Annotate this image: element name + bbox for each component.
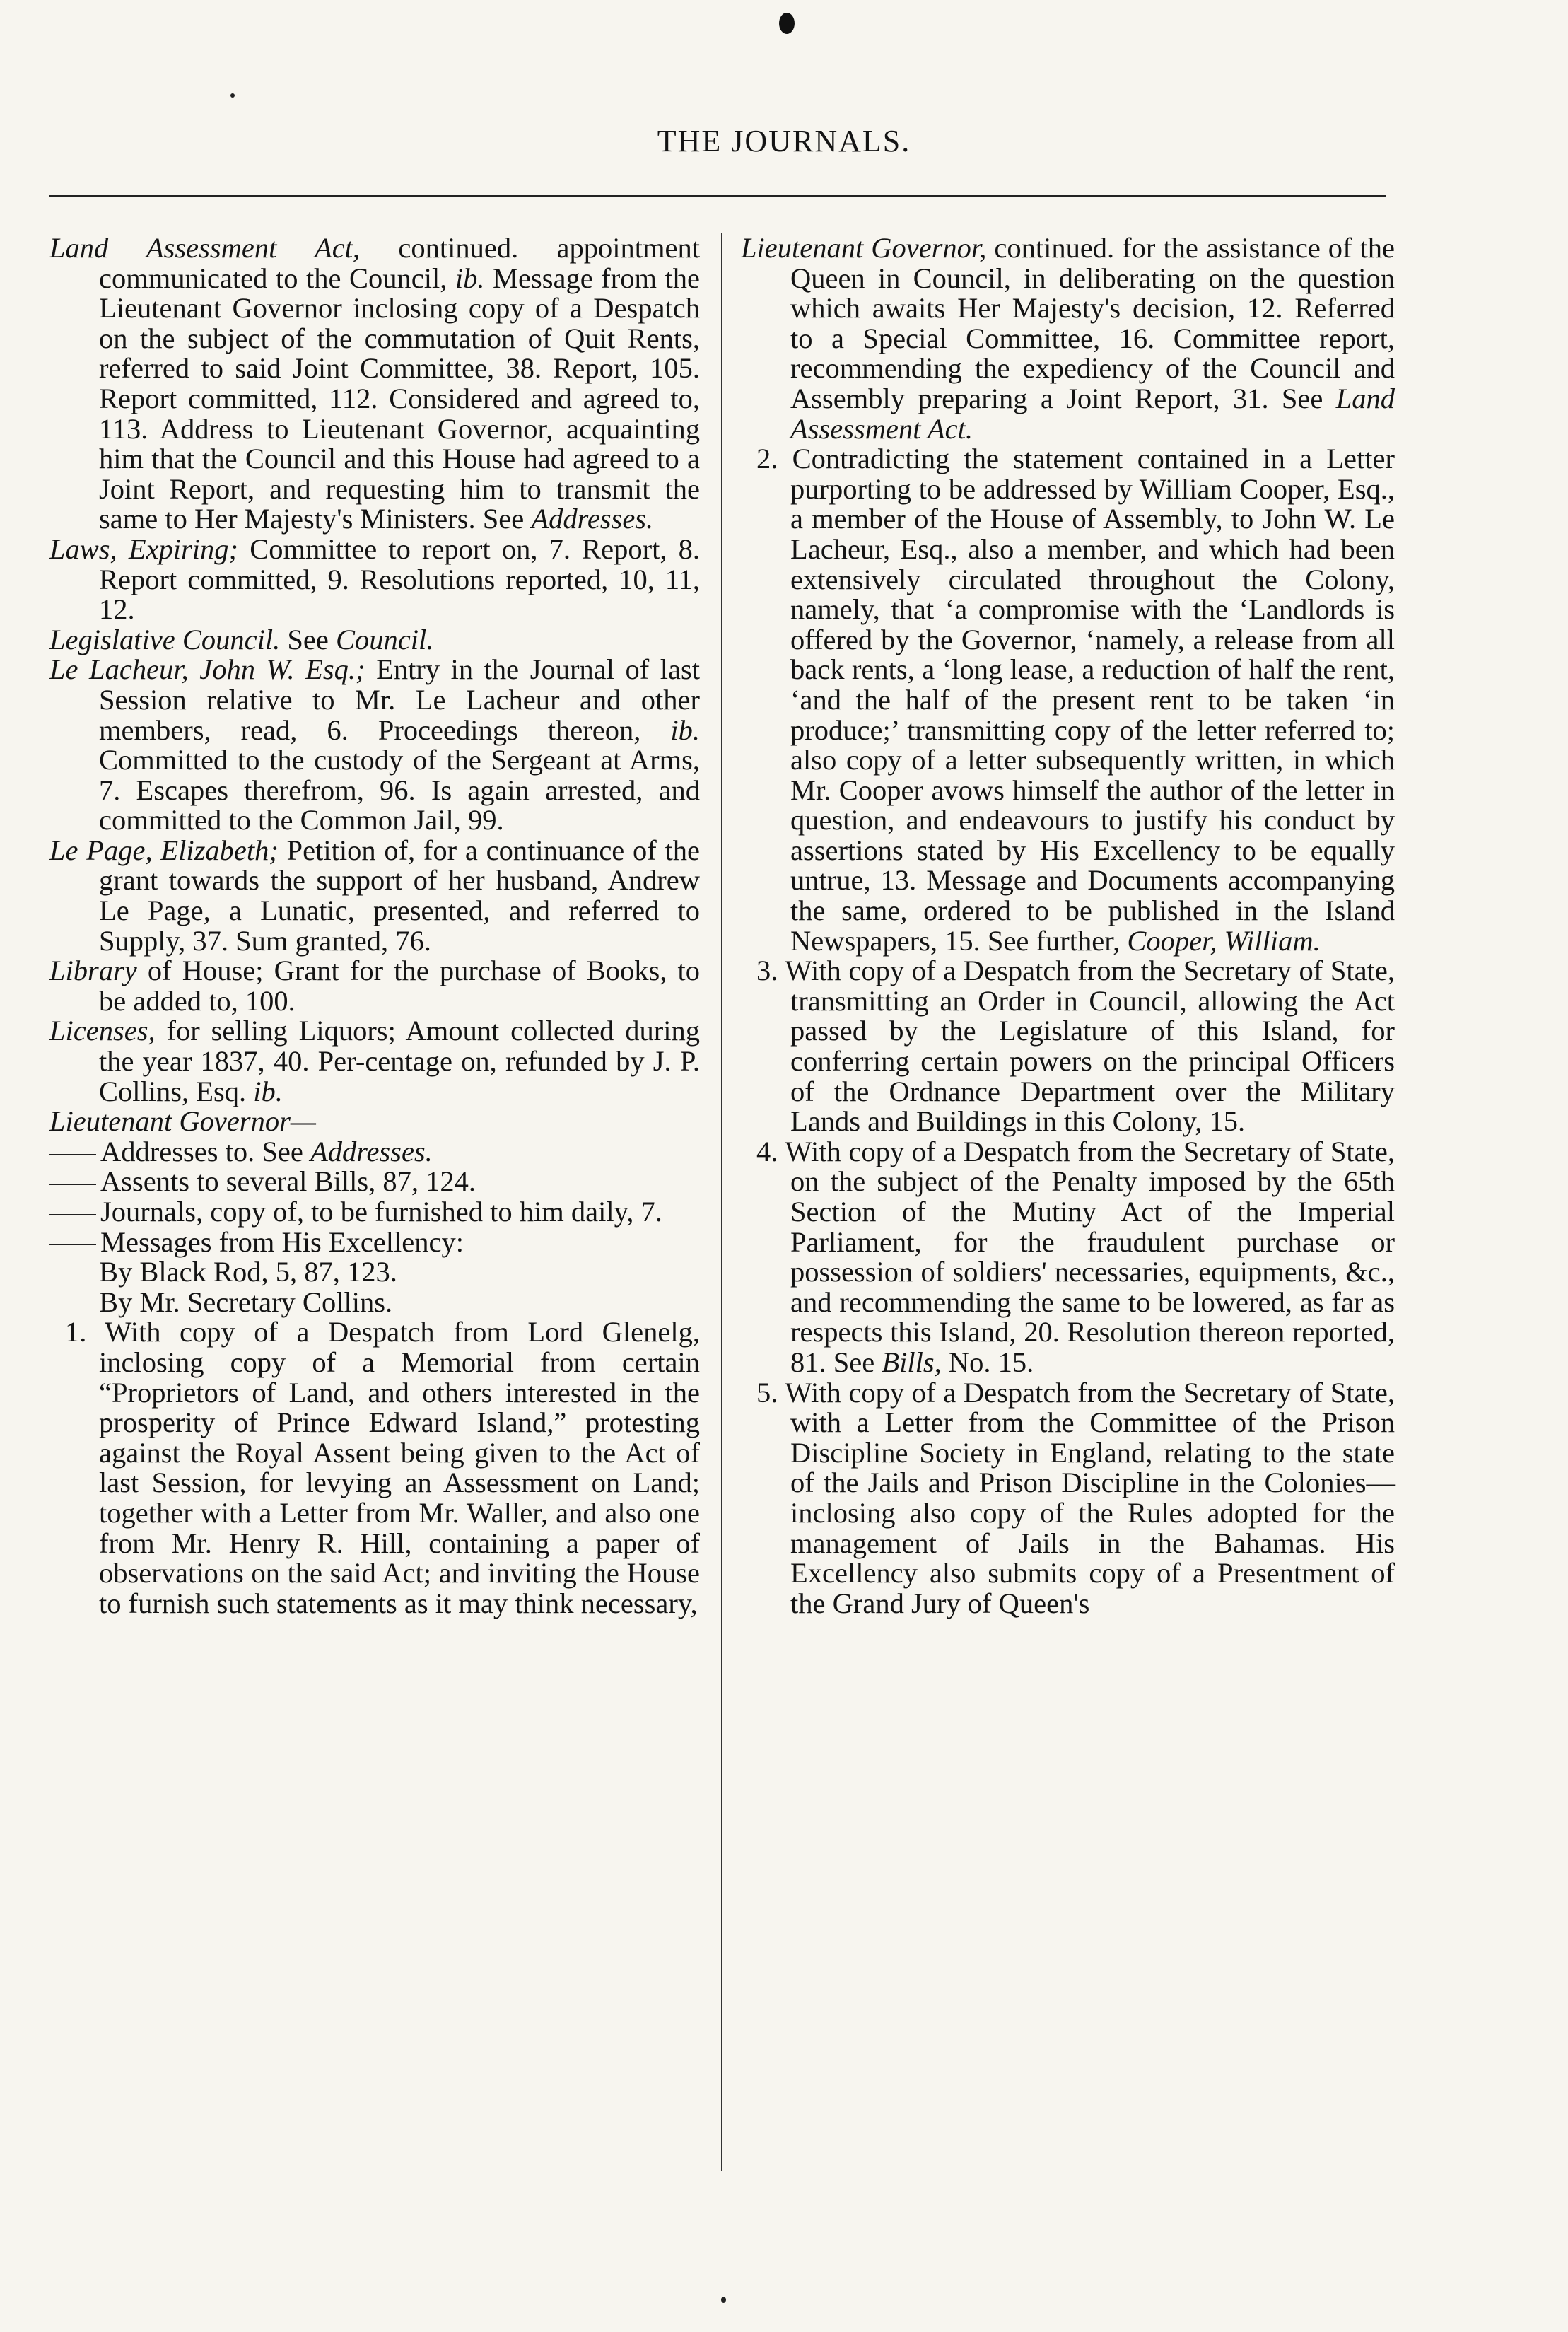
entry-heading: Legislative Council. xyxy=(49,623,281,655)
entry-text: continued. appointment communicated to the Council, xyxy=(99,232,700,294)
entry-text: Petition of, for a continuance of the grant towards the support of her husband, Andrew Le Page, a Lunatic, presented, and referred to Supply, 37. Sum granted, 76. xyxy=(99,834,700,957)
sub-entry-assents xyxy=(49,1167,700,1197)
entry-heading: Laws, Expiring; xyxy=(49,532,239,565)
entry-text: See xyxy=(280,623,336,655)
entry-text: With copy of a Despatch from the Secretary of State, transmitting an Order in Council, allowing the Act passed by the Legislature of this Island, for conferring certain powers on the principal Officers of the Ordnance Department over the Military Lands and Buildings in this Colony, 15. xyxy=(778,955,1395,1138)
ink-speck xyxy=(230,93,235,98)
message-item-1 xyxy=(49,1317,700,1619)
dash-rule xyxy=(49,1214,96,1215)
entry-text: Assents to several Bills, 87, 124. xyxy=(100,1165,476,1198)
ib-reference: ib. xyxy=(455,262,485,294)
index-entry-le-lacheur xyxy=(49,655,700,836)
entry-text: Addresses to. See xyxy=(100,1135,310,1167)
item-number: 2. xyxy=(756,443,778,475)
dash-rule xyxy=(49,1184,96,1185)
entry-heading: Licenses, xyxy=(49,1015,156,1047)
entry-text: Committed to the custody of the Sergeant at Arms, 7. Escapes therefrom, 96. Is again arrested, and committed to the Common Jail, 99. xyxy=(99,744,700,836)
entry-heading: Library xyxy=(49,955,137,987)
index-entry-land-assessment-act xyxy=(49,233,700,535)
message-item-5 xyxy=(741,1378,1395,1619)
dash-rule xyxy=(49,1244,96,1245)
entry-heading: Le Page, Elizabeth; xyxy=(49,834,279,866)
message-item-3 xyxy=(741,956,1395,1137)
entry-heading: Land Assessment Act, xyxy=(49,232,361,264)
item-number: 3. xyxy=(756,955,778,987)
entry-text: Message from the Lieutenant Governor inclosing copy of a Despatch on the subject of the commutation of Quit Rents, referred to said Joint Committee, 38. Report, 105. Report committed, 112. Considered and agreed to, 113. Address to Lieutenant Governor, acquainting him that the Council and this House had agreed to a Joint Report, and requesting him to transmit the same to Her Majesty's Ministers. See xyxy=(99,262,700,535)
entry-heading: Le Lacheur, John W. Esq.; xyxy=(49,653,365,686)
index-entry-lieutenant-governor-continued xyxy=(741,233,1395,444)
message-item-2 xyxy=(741,444,1395,956)
entry-text: With copy of a Despatch from Lord Glenelg, inclosing copy of a Memorial from certain “Proprietors of Land, and others interested in the prosperity of Prince Edward Island,” protesting against the Royal Assent being given to the Act of last Session, for levying an Assessment on Land; together with a Letter from Mr. Waller, and also one from Mr. Henry R. Hill, containing a paper of observations on the said Act; and inviting the House to furnish such statements as it may think necessary, xyxy=(86,1316,700,1619)
see-reference: Cooper, William. xyxy=(1127,924,1321,957)
ib-reference: ib. xyxy=(670,713,700,746)
entry-text: for selling Liquors; Amount collected during the year 1837, 40. Per-centage on, refunded by J. P. Collins, Esq. xyxy=(99,1015,700,1107)
see-reference: Addresses. xyxy=(310,1135,433,1167)
ib-reference: ib. xyxy=(253,1075,283,1107)
column-divider xyxy=(721,233,722,2171)
index-entry-lieutenant-governor xyxy=(49,1107,700,1137)
entry-text: No. 15. xyxy=(941,1346,1034,1378)
index-entry-laws-expiring xyxy=(49,532,700,626)
sub-entry-messages xyxy=(49,1225,700,1258)
item-number: 4. xyxy=(756,1135,778,1167)
see-reference: Addresses. xyxy=(531,503,654,535)
entry-text: of House; Grant for the purchase of Books, to be added to, 100. xyxy=(99,955,700,1017)
entry-text: Entry in the Journal of last Session relative to Mr. Le Lacheur and other members, read, 6. Proceedings thereon, xyxy=(99,653,700,746)
see-reference: Land Assessment Act. xyxy=(790,382,1395,445)
running-head: THE JOURNALS. xyxy=(657,124,911,158)
entry-text: Committee to report on, 7. Report, 8. Report committed, 9. Resolutions reported, 10, 11, 12. xyxy=(99,532,700,626)
see-reference: Council. xyxy=(335,623,434,655)
right-column xyxy=(741,233,1395,1619)
item-number: 1. xyxy=(65,1316,87,1348)
entry-text: Messages from His Excellency: xyxy=(100,1225,464,1258)
ink-speck xyxy=(721,2297,726,2303)
index-entry-library xyxy=(49,956,700,1016)
see-reference: Bills, xyxy=(882,1346,942,1378)
item-number: 5. xyxy=(756,1376,778,1409)
sub-entry-journals xyxy=(49,1197,700,1228)
sub-entry-addresses xyxy=(49,1137,700,1167)
entry-text: With copy of a Despatch from the Secretary of State, with a Letter from the Committee of the Prison Discipline Society in England, relating to the state of the Jails and Prison Discipline in the Colonies—inclosing also copy of the Rules adopted for the management of Jails in the Bahamas. His Excellency also submits copy of a Presentment of the Grand Jury of Queen's xyxy=(778,1376,1395,1619)
message-item-4 xyxy=(741,1137,1395,1378)
entry-heading: Lieutenant Governor, xyxy=(741,232,987,264)
index-entry-licenses xyxy=(49,1016,700,1107)
entry-heading: Lieutenant Governor— xyxy=(49,1105,316,1138)
entry-text: With copy of a Despatch from the Secretary of State, on the subject of the Penalty imposed by the 65th Section of the Mutiny Act of the Imperial Parliament, for the fraudulent purchase or possession of soldiers' necessaries, equipments, &c., and recommending the same to be lowered, as far as respects this Island, 20. Resolution thereon reported, 81. See xyxy=(778,1135,1395,1378)
entry-text: continued. for the assistance of the Queen in Council, in deliberating on the question which awaits Her Majesty's decision, 12. Referred to a Special Committee, 16. Committee report, recommending the expediency of the Council and Assembly preparing a Joint Report, 31. See xyxy=(790,232,1395,414)
index-entry-le-page xyxy=(49,836,700,956)
index-entry-legislative-council xyxy=(49,625,700,655)
dash-rule xyxy=(49,1154,96,1155)
left-column xyxy=(49,233,700,1619)
messages-by-black-rod: By Black Rod, 5, 87, 123. xyxy=(99,1256,397,1288)
entry-text: Journals, copy of, to be furnished to him daily, 7. xyxy=(100,1196,662,1228)
header-rule xyxy=(49,195,1386,197)
ink-mark xyxy=(779,13,795,34)
entry-text: Contradicting the statement contained in a Letter purporting to be addressed by William Cooper, Esq., a member of the House of Assembly, to John W. Le Lacheur, Esq., also a member, and which had been extensively circulated throughout the Colony, namely, that ‘a compromise with the ‘Landlords is offered by the Governor, ‘namely, a release from all back rents, a ‘long lease, a reduction of half the rent, ‘and the half of the present rent to be taken ‘in produce;’ transmitting copy of the letter referred to; also copy of a letter subsequently written, in which Mr. Cooper avows himself the author of the letter in question, and endeavours to justify his conduct by assertions stated by His Excellency to be equally untrue, 13. Message and Documents accompanying the same, ordered to be published in the Island Newspapers, 15. See further, xyxy=(778,443,1395,957)
messages-by-secretary: By Mr. Secretary Collins. xyxy=(99,1285,393,1318)
